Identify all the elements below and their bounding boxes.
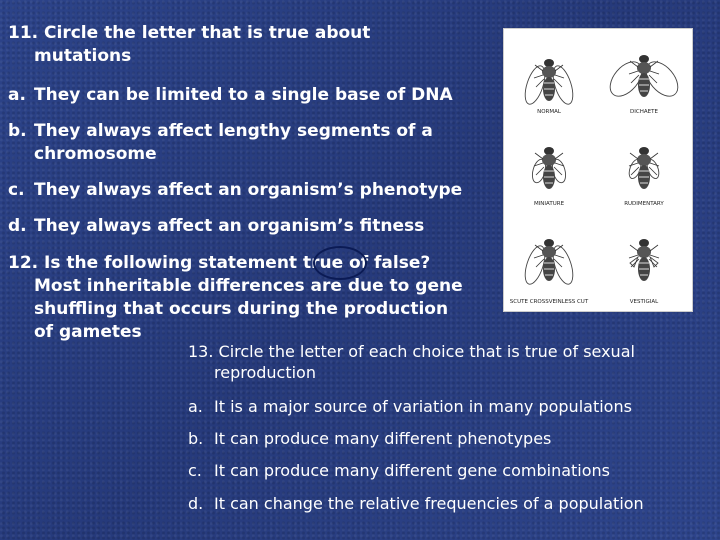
q11-option-c[interactable]: [8, 179, 462, 202]
option-letter: b.: [188, 429, 204, 448]
option-letter: c.: [188, 461, 202, 480]
option-text-line1: They always affect lengthy segments of a: [34, 121, 433, 141]
question-12-line4: of gametes: [34, 322, 142, 342]
option-text: They can be limited to a single base of DNA: [34, 85, 453, 105]
q13-option-b[interactable]: [188, 428, 551, 449]
option-letter: b.: [8, 121, 27, 141]
option-text: It can produce many different gene combinations: [214, 461, 610, 480]
option-text: It is a major source of variation in many populations: [214, 397, 632, 416]
fly-scute-crossveinless-cut-drawing: [521, 239, 577, 286]
fly-drawings: [504, 29, 692, 311]
fruit-fly-mutations-figure: [503, 28, 693, 312]
option-letter: d.: [188, 494, 204, 513]
option-text: It can produce many different phenotypes: [214, 429, 552, 448]
q11-option-d[interactable]: [8, 215, 424, 238]
label-vestigial: VESTIGIAL: [629, 299, 659, 305]
label-dichaete: DICHAETE: [630, 109, 658, 115]
question-11: [8, 22, 488, 68]
question-12-line3: shuffling that occurs during the production: [34, 299, 449, 319]
label-normal: NORMAL: [537, 109, 561, 115]
question-13-line2: reproduction: [214, 363, 316, 382]
question-11-line1: 11. Circle the letter that is true about: [8, 23, 371, 43]
option-letter: d.: [8, 216, 27, 236]
fly-rudimentary-drawing: [627, 147, 661, 189]
q11-option-b[interactable]: [8, 120, 433, 166]
option-text-line2: chromosome: [34, 144, 157, 164]
option-text: They always affect an organism’s phenotype: [34, 180, 463, 200]
label-rudimentary: RUDIMENTARY: [624, 201, 664, 207]
question-13-line1: 13. Circle the letter of each choice that is true of sexual: [188, 342, 635, 361]
question-12-line1: 12. Is the following statement true of false?: [8, 253, 431, 273]
fly-dichaete-drawing: [604, 55, 684, 102]
q11-option-a[interactable]: [8, 84, 453, 107]
hand-drawn-circle-mark: [313, 246, 367, 280]
q13-option-c[interactable]: [188, 460, 610, 481]
fly-normal-drawing: [521, 59, 577, 106]
question-13: [188, 341, 708, 383]
option-letter: a.: [8, 85, 26, 105]
q13-option-d[interactable]: [188, 493, 644, 514]
question-12-line2: Most inheritable differences are due to gene: [34, 276, 463, 296]
question-11-line2: mutations: [34, 46, 132, 66]
q13-option-a[interactable]: [188, 396, 632, 417]
option-text: It can change the relative frequencies of a population: [214, 494, 644, 513]
label-scute-crossveinless-cut: SCUTE CROSSVEINLESS CUT: [509, 299, 589, 305]
fly-vestigial-drawing: [629, 239, 659, 281]
option-letter: c.: [8, 180, 25, 200]
question-12: [8, 252, 498, 344]
fly-miniature-drawing: [530, 147, 568, 189]
option-text: They always affect an organism’s fitness: [34, 216, 425, 236]
option-letter: a.: [188, 397, 203, 416]
label-miniature: MINIATURE: [533, 201, 565, 207]
